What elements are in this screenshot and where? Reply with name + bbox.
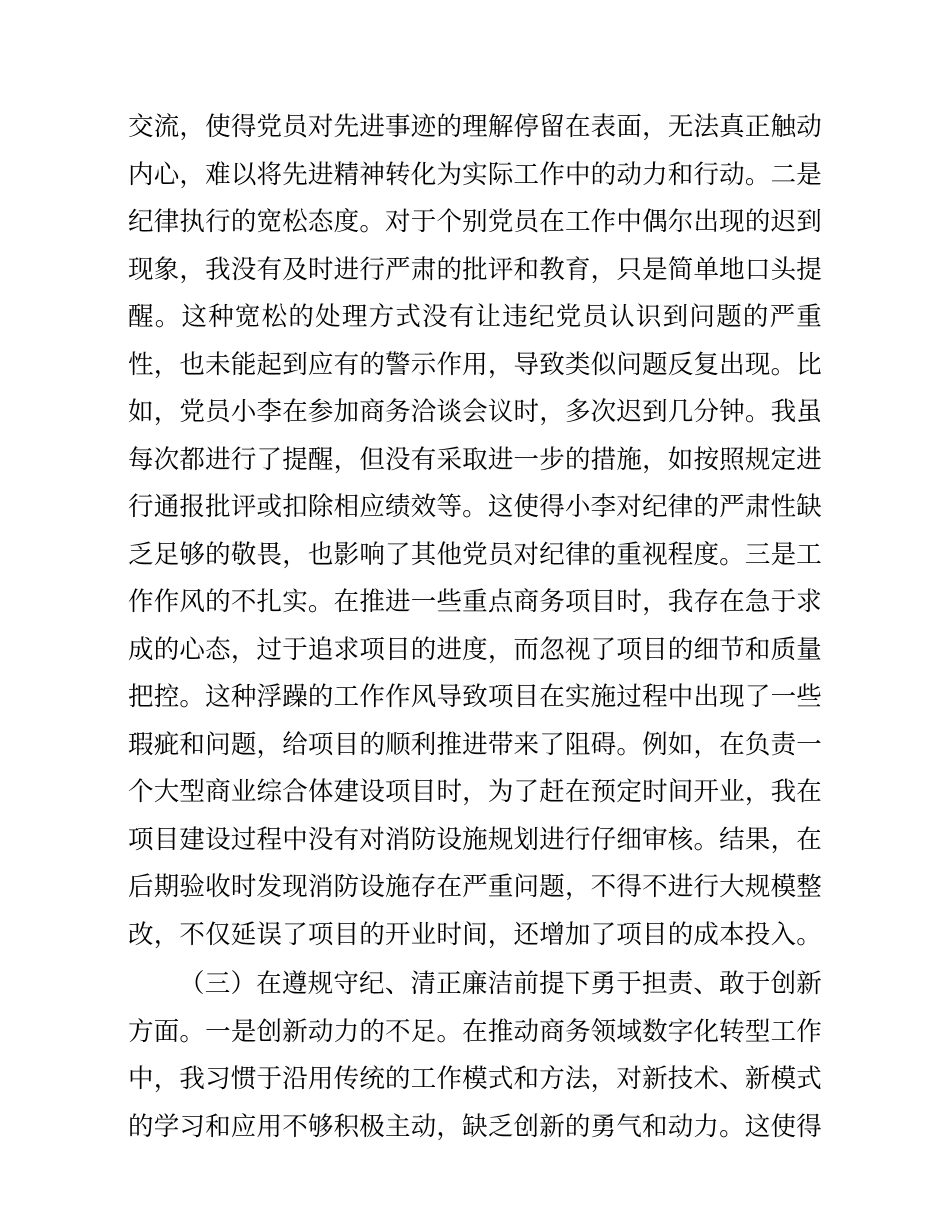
paragraph-2: （三）在遵规守纪、清正廉洁前提下勇于担责、敢于创新方面。一是创新动力的不足。在推动商务领域数字化转型工作中，我习惯于沿用传统的工作模式和方法，对新技术、新模式的学习和应用不够积极主动，缺乏创新的勇气和动力。这使得 — [128, 969, 822, 1142]
document-body — [128, 104, 822, 1151]
paragraph-1: 交流，使得党员对先进事迹的理解停留在表面，无法真正触动内心，难以将先进精神转化为实际工作中的动力和行动。二是纪律执行的宽松态度。对于个别党员在工作中偶尔出现的迟到现象，我没有及时进行严肃的批评和教育，只是简单地口头提醒。这种宽松的处理方式没有让违纪党员认识到问题的严重性，也未能起到应有的警示作用，导致类似问题反复出现。比如，党员小李在参加商务洽谈会议时，多次迟到几分钟。我虽每次都进行了提醒，但没有采取进一步的措施，如按照规定进行通报批评或扣除相应绩效等。这使得小李对纪律的严肃性缺乏足够的敬畏，也影响了其他党员对纪律的重视程度。三是工作作风的不扎实。在推进一些重点商务项目时，我存在急于求成的心态，过于追求项目的进度，而忽视了项目的细节和质量把控。这种浮躁的工作作风导致项目在实施过程中出现了一些瑕疵和问题，给项目的顺利推进带来了阻碍。例如，在负责一个大型商业综合体建设项目时，为了赶在预定时间开业，我在项目建设过程中没有对消防设施规划进行仔细审核。结果，在后期验收时发现消防设施存在严重问题，不得不进行大规模整改，不仅延误了项目的开业时间，还增加了项目的成本投入。 — [128, 112, 822, 950]
